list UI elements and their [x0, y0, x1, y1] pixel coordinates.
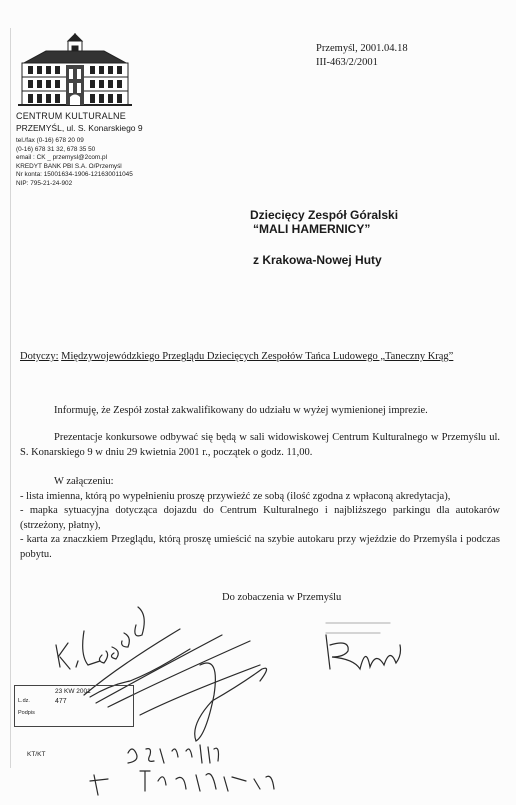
subject-line — [20, 350, 500, 364]
attachment-item: - karta za znaczkiem Przeglądu, którą proszę umieścić na szybie autokaru przy wjeździe do Przemyśla i podczas pobytu. — [20, 534, 500, 560]
reference-number: III-463/2/2001 — [316, 57, 378, 68]
org-tel-fax: tel./fax (0-16) 678 20 09 — [16, 137, 84, 144]
stamp-date: 23 KW 2001 — [55, 688, 91, 695]
recipient-line2: “MALI HAMERNICY” — [253, 222, 371, 236]
org-tel2: (0-16) 678 31 32, 678 35 50 — [16, 145, 96, 153]
recipient-line3: z Krakowa-Nowej Huty — [253, 253, 382, 267]
org-email: email : CK _ przemysl@2com.pl — [16, 154, 108, 162]
org-bank: KREDYT BANK PBI S.A. O/Przemyśl — [16, 162, 122, 170]
body-paragraph-2: Prezentacje konkursowe odbywać się będą w sali widowiskowej Centrum Kulturalnego w Przemyślu ul. S. Konarskiego 9 w dniu 29 kwietnia 2001 r., początek o godz. 11,00. — [20, 432, 500, 458]
recipient-line1: Dziecięcy Zespół Góralski — [250, 208, 399, 222]
building-icon — [16, 33, 134, 114]
attachments-lead: W załączeniu: — [54, 476, 114, 487]
subject-label: Dotyczy: — [20, 351, 59, 362]
stamp-ldz-label: L.dz. — [18, 698, 30, 704]
org-address: PRZEMYŚL, ul. S. Konarskiego 9 — [16, 123, 143, 133]
org-nip: NIP: 795-21-24-902 — [16, 179, 73, 187]
subject-text: Międzywojewódzkiego Przeglądu Dziecięcych Zespołów Tańca Ludowego „Taneczny Krąg” — [61, 351, 454, 362]
body-paragraph-1: Informuję, że Zespół został zakwalifikowany do udziału w wyżej wymienionej imprezie. — [54, 405, 428, 416]
org-account: Nr konta: 15001634-1906-121630011045 — [16, 171, 133, 179]
registry-stamp — [14, 685, 134, 727]
typist-initials: KT/KT — [27, 751, 46, 758]
dateline — [316, 42, 408, 70]
org-name: CENTRUM KULTURALNE — [16, 111, 126, 121]
attachments-block — [20, 475, 500, 562]
attachment-item: - lista imienna, którą po wypełnieniu proszę przywieźć ze sobą (ilość zgodna z wpłaconą akredytacja), — [20, 490, 451, 502]
stamp-number: 477 — [55, 698, 67, 705]
recipient-block — [250, 208, 398, 267]
closing-line: Do zobaczenia w Przemyślu — [222, 592, 342, 603]
place-date: Przemyśl, 2001.04.18 — [316, 43, 408, 54]
attachment-item: - mapka sytuacyjna dotycząca dojazdu do Centrum Kulturalnego i najbliższego parkingu dla autokarów (strzeżony, płatny), — [20, 505, 500, 531]
org-contact-block — [16, 137, 133, 189]
stamp-podpis-label: Podpis — [18, 710, 35, 716]
